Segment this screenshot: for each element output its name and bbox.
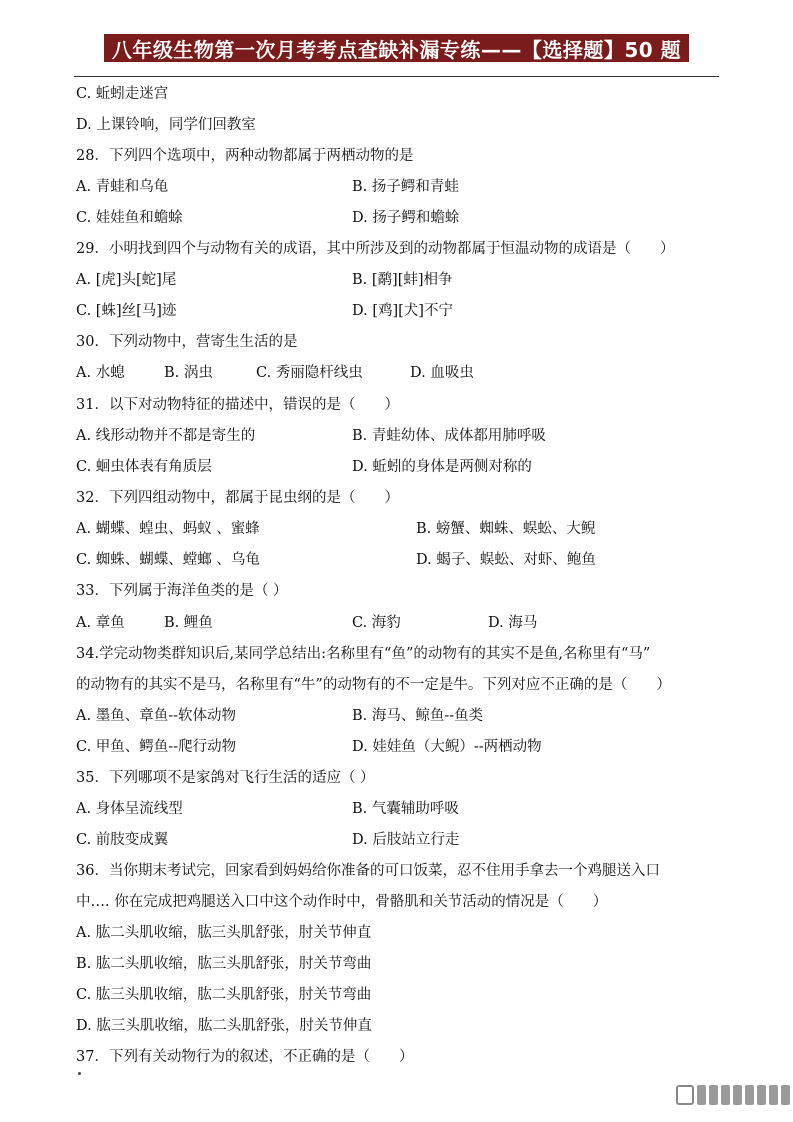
line-l2: D. 上课铃响，同学们回教室 — [76, 117, 256, 133]
line-l3: 28．下列四个选项中，两种动物都属于两栖动物的是 — [76, 148, 414, 164]
line-l31: D. 肱三头肌收缩，肱二头肌舒张，肘关节伸直 — [76, 1018, 372, 1034]
line-l19: 34.学完动物类群知识后,某同学总结出:名称里有“鱼”的动物有的其实不是鱼,名称里有“马” — [76, 646, 651, 662]
line-l28: A. 肱二头肌收缩，肱三头肌舒张，肘关节伸直 — [76, 925, 372, 941]
option-l21-0: A. 墨鱼、章鱼--软体动物 — [76, 708, 236, 724]
option-l8-1: D. [鸡][犬]不宁 — [352, 303, 453, 319]
option-l25-0: C. 前肢变成翼 — [76, 832, 169, 848]
option-l22-1: D. 娃娃鱼（大鲵）--两栖动物 — [352, 739, 542, 755]
option-l13-1: D. 蚯蚓的身体是两侧对称的 — [352, 459, 532, 475]
line-l14: 32．下列四组动物中，都属于昆虫纲的是（ ） — [76, 490, 399, 506]
option-l25-1: D. 后肢站立行走 — [352, 832, 460, 848]
option-l15-1: B. 螃蟹、蜘蛛、蜈蚣、大鲵 — [416, 521, 596, 537]
line-l11: 31．以下对动物特征的描述中，错误的是（ ） — [76, 397, 399, 413]
option-l22-0: C. 甲鱼、鳄鱼--爬行动物 — [76, 739, 237, 755]
watermark-logo — [676, 1085, 790, 1105]
option-l12-0: A. 线形动物并不都是寄生的 — [76, 428, 256, 444]
option-l13-0: C. 蛔虫体表有角质层 — [76, 459, 212, 475]
line-l29: B. 肱二头肌收缩，肱三头肌舒张，肘关节弯曲 — [76, 956, 372, 972]
line-l9: 30．下列动物中，营寄生生活的是 — [76, 334, 298, 350]
option-l12-1: B. 青蛙幼体、成体都用肺呼吸 — [352, 428, 546, 444]
option-l4-1: B. 扬子鳄和青蛙 — [352, 179, 459, 195]
line-l17: 33．下列属于海洋鱼类的是（ ） — [76, 583, 288, 599]
option-l5-1: D. 扬子鳄和蟾蜍 — [352, 210, 460, 226]
option-l5-0: C. 娃娃鱼和蟾蜍 — [76, 210, 183, 226]
option-l8-0: C. [蛛]丝[马]迹 — [76, 303, 177, 319]
option-l16-1: D. 蝎子、蜈蚣、对虾、鲍鱼 — [416, 552, 596, 568]
bullet-mark — [78, 1072, 81, 1075]
line-l30: C. 肱三头肌收缩，肱二头肌舒张，肘关节弯曲 — [76, 987, 372, 1003]
option-l24-0: A. 身体呈流线型 — [76, 801, 183, 817]
option-l7-1: B. [鹬][蚌]相争 — [352, 272, 453, 288]
option-l10-0: A. 水螅 — [76, 365, 125, 381]
line-l27: 中…. 你在完成把鸡腿送入口中这个动作时中，骨骼肌和关节活动的情况是（ ） — [76, 894, 608, 910]
option-l18-2: C. 海豹 — [352, 615, 401, 631]
option-l24-1: B. 气囊辅助呼吸 — [352, 801, 459, 817]
line-l1: C. 蚯蚓走迷宫 — [76, 86, 169, 102]
option-l10-1: B. 涡虫 — [164, 365, 213, 381]
option-l10-2: C. 秀丽隐杆线虫 — [256, 365, 363, 381]
line-l32: 37．下列有关动物行为的叙述，不正确的是（ ） — [76, 1049, 414, 1065]
option-l10-3: D. 血吸虫 — [410, 365, 474, 381]
line-l20: 的动物有的其实不是马，名称里有“牛”的动物有的不一定是牛。下列对应不正确的是（ ） — [76, 677, 671, 693]
option-l18-3: D. 海马 — [488, 615, 538, 631]
option-l16-0: C. 蜘蛛、蝴蝶、螳螂 、乌龟 — [76, 552, 260, 568]
page-title: 八年级生物第一次月考考点查缺补漏专练——【选择题】50 题 — [104, 34, 689, 62]
option-l7-0: A. [虎]头[蛇]尾 — [76, 272, 177, 288]
option-l18-1: B. 鲤鱼 — [164, 615, 213, 631]
option-l15-0: A. 蝴蝶、蝗虫、蚂蚁 、蜜蜂 — [76, 521, 260, 537]
header-divider — [74, 76, 719, 77]
option-l21-1: B. 海马、鲸鱼--鱼类 — [352, 708, 484, 724]
line-l26: 36．当你期末考试完，回家看到妈妈给你准备的可口饭菜，忍不住用手拿去一个鸡腿送入口 — [76, 863, 660, 879]
line-l23: 35．下列哪项不是家鸽对飞行生活的适应（ ） — [76, 770, 375, 786]
option-l18-0: A. 章鱼 — [76, 615, 125, 631]
option-l4-0: A. 青蛙和乌龟 — [76, 179, 169, 195]
line-l6: 29．小明找到四个与动物有关的成语，其中所涉及到的动物都属于恒温动物的成语是（ ） — [76, 241, 675, 257]
